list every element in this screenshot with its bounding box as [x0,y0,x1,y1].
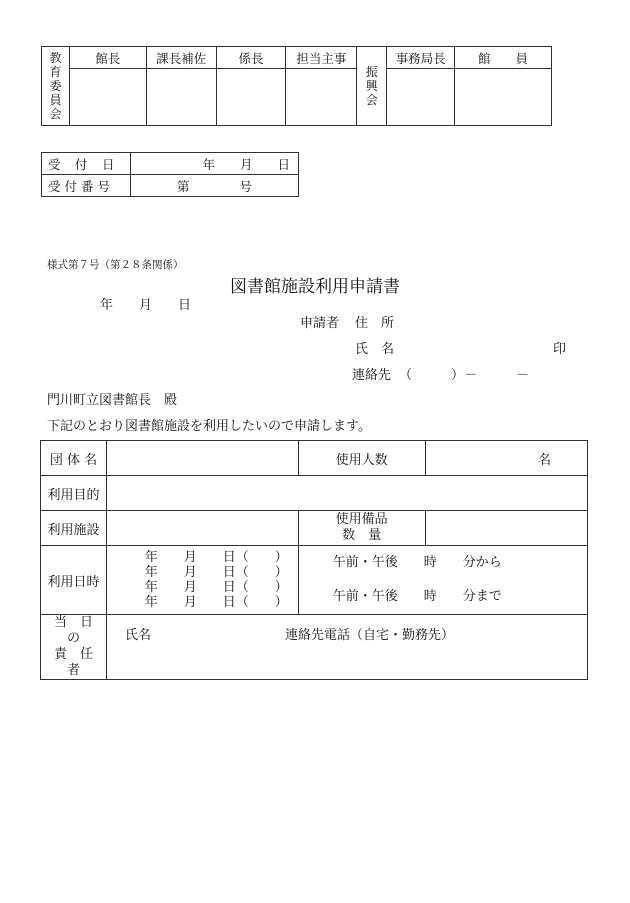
stamp-box[interactable] [286,69,357,126]
seal-mark: 印 [553,342,567,357]
group-name-field[interactable] [106,441,298,476]
responsible-field[interactable] [106,615,587,680]
statement: 下記のとおり図書館施設を利用したいので申請します。 [47,419,371,434]
date-rows[interactable] [106,546,298,615]
equipment-field[interactable] [425,511,587,546]
group-name-label: 団 体 名 [41,441,107,476]
stamp-box[interactable] [146,69,216,126]
name-label: 氏 名 [355,342,395,357]
approval-col-deputy: 課長補佐 [146,47,216,69]
receipt-number-field[interactable]: 第 号 [131,175,299,197]
attendees-field[interactable]: 名 [425,441,587,476]
responsible-phone-label: 連絡先電話（自宅・勤務先） [284,628,454,643]
approval-col-secretary: 事務局長 [387,47,455,69]
time-to[interactable]: 午前・午後 時 分まで [332,589,502,604]
date-row[interactable]: 年 月 日（ ） [144,550,288,565]
receipt-table [41,152,299,197]
purpose-field[interactable] [106,476,587,511]
datetime-label: 利用日時 [41,546,107,615]
approval-col-staff: 担当主事 [286,47,357,69]
equipment-label-line2: 数 量 [342,528,382,543]
stamp-box[interactable] [69,69,146,126]
date-row[interactable]: 年 月 日（ ） [144,565,288,580]
facility-field[interactable] [106,511,298,546]
style-number: 様式第７号（第２８条関係） [47,259,184,271]
responsible-label-line1: 当 日 の [53,615,107,646]
equipment-label [298,511,425,546]
receipt-date-label: 受 付 日 [42,153,131,175]
applicant-label: 申請者 [300,316,340,331]
purpose-label: 利用目的 [41,476,107,511]
stamp-box[interactable] [216,69,286,126]
receipt-number-label: 受付番号 [42,175,131,197]
address-label: 住 所 [355,316,395,331]
facility-label: 利用施設 [41,511,107,546]
responsible-name-label: 氏名 [124,628,151,643]
date-row[interactable]: 年 月 日（ ） [144,595,288,610]
foundation-label-cell [357,47,387,126]
form-title: 図書館施設利用申請書 [230,277,400,297]
approval-col-chief: 係長 [216,47,286,69]
approval-table [41,46,552,126]
attendees-label: 使用人数 [298,441,425,476]
contact-label: 連絡先 [352,368,392,383]
time-range[interactable] [298,546,587,615]
board-label-cell [42,47,70,126]
application-table [40,440,588,680]
receipt-date-field[interactable]: 年 月 日 [131,153,299,175]
time-from[interactable]: 午前・午後 時 分から [332,555,502,570]
board-label: 教育委員会 [49,51,62,121]
responsible-label [41,615,107,680]
foundation-label: 振興会 [365,65,378,107]
responsible-label-line2: 責 任 者 [53,647,107,678]
stamp-box[interactable] [387,69,455,126]
addressee: 門川町立図書館長 殿 [47,393,178,408]
contact-field[interactable]: （ ）－ － [399,368,530,383]
approval-col-director: 館長 [69,47,146,69]
date-row[interactable]: 年 月 日（ ） [144,580,288,595]
application-date[interactable]: 年 月 日 [100,298,192,313]
equipment-label-line1: 使用備品 [335,512,388,527]
stamp-box[interactable] [455,69,552,126]
approval-col-librarian: 館 員 [455,47,552,69]
